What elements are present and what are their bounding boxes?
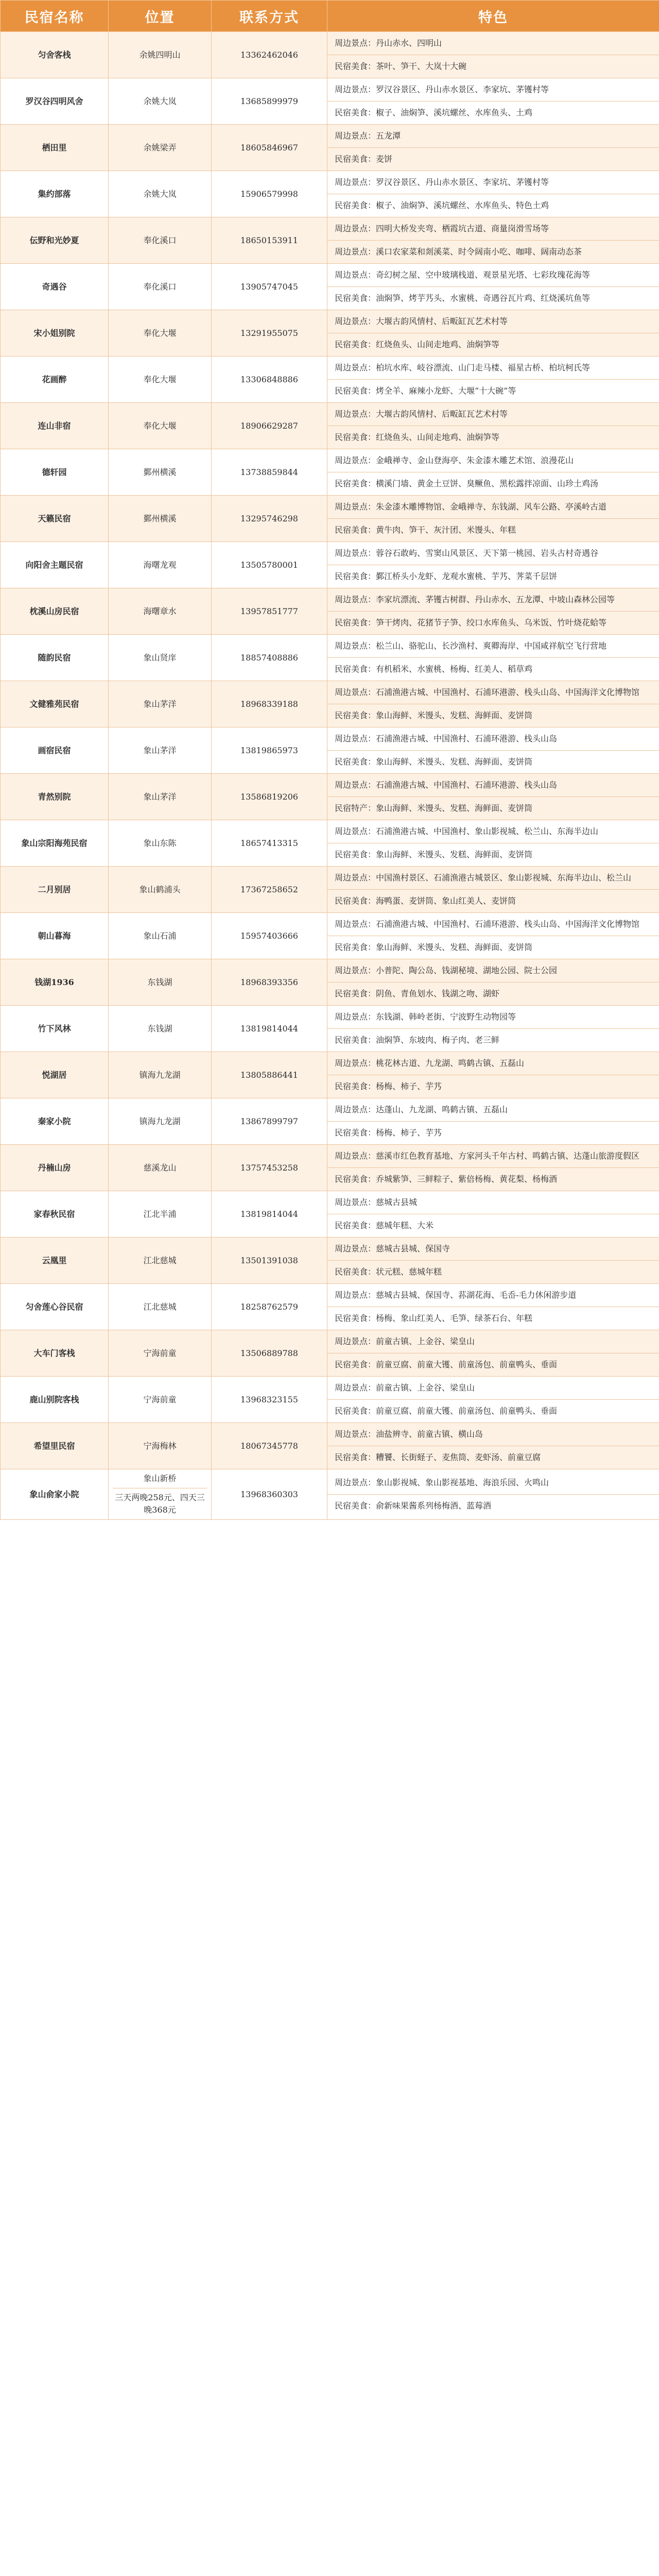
homestay-name: 向阳舍主题民宿 — [1, 542, 109, 588]
contact-phone: 13968323155 — [212, 1377, 327, 1423]
table-row — [1, 1052, 659, 1098]
feature-food: 民宿美食：有机稻米、水蜜桃、杨梅、红美人、稻草鸡 — [327, 657, 659, 681]
feature-food: 民宿美食：横溪门墙、黄金土豆饼、臭鳜鱼、黑松露拌凉面、山珍土鸡汤 — [327, 472, 659, 495]
homestay-name: 鹿山别院客栈 — [1, 1377, 109, 1423]
feature-food: 民宿美食：鄞江桥头小龙虾、龙观水蜜桃、芋艿、荠菜千层饼 — [327, 565, 659, 588]
table-row — [1, 1469, 659, 1520]
location-text: 象山茅洋 — [143, 699, 177, 709]
table-row — [1, 1006, 659, 1052]
location-text: 象山贤庠 — [143, 652, 177, 663]
homestay-features — [327, 171, 659, 217]
homestay-features — [327, 588, 659, 635]
contact-phone: 18857408886 — [212, 635, 327, 681]
contact-phone: 18657413315 — [212, 820, 327, 867]
contact-phone: 18650153911 — [212, 217, 327, 264]
table-row — [1, 171, 659, 217]
feature-food: 民宿美食：慈城年糕、大米 — [327, 1214, 659, 1237]
homestay-features — [327, 1284, 659, 1330]
homestay-name: 连山非宿 — [1, 403, 109, 449]
feature-food: 民宿美食：象山海鲜、米馒头、发糕、海鲜面、麦饼筒 — [327, 750, 659, 773]
feature-food: 民宿美食：杨梅、柿子、芋艿 — [327, 1075, 659, 1098]
table-row — [1, 820, 659, 867]
homestay-features — [327, 820, 659, 867]
table-row — [1, 1330, 659, 1377]
feature-attractions: 周边景点：罗汉谷景区、丹山赤水景区、李家坑、茅镬村等 — [335, 177, 549, 187]
homestay-location — [109, 357, 212, 403]
location-text: 余姚大岚 — [143, 96, 177, 106]
homestay-name: 栖田里 — [1, 125, 109, 171]
table-row — [1, 774, 659, 820]
feature-attractions: 周边景点：五龙潭 — [335, 131, 401, 141]
contact-phone: 13905747045 — [212, 264, 327, 310]
homestay-features — [327, 1377, 659, 1423]
table-row — [1, 1377, 659, 1423]
homestay-features — [327, 264, 659, 310]
feature-food: 民宿特产：象山海鲜、米馒头、发糕、海鲜面、麦饼筒 — [327, 796, 659, 820]
homestay-features — [327, 1423, 659, 1469]
homestay-location — [109, 727, 212, 774]
contact-phone: 13738859844 — [212, 449, 327, 496]
feature-food: 民宿美食：杨梅、柿子、芋艿 — [327, 1121, 659, 1144]
homestay-name: 画宿民宿 — [1, 727, 109, 774]
feature-food: 民宿美食：麦饼 — [327, 147, 659, 171]
homestay-location — [109, 867, 212, 913]
table-row — [1, 310, 659, 357]
homestay-name: 随韵民宿 — [1, 635, 109, 681]
homestay-features — [327, 1469, 659, 1520]
homestay-location — [109, 1098, 212, 1145]
table-row — [1, 588, 659, 635]
homestay-location — [109, 959, 212, 1006]
feature-food: 民宿美食：海鸭蛋、麦饼筒、象山红美人、麦饼筒 — [327, 889, 659, 912]
homestay-features — [327, 125, 659, 171]
contact-phone: 13362462046 — [212, 32, 327, 78]
homestay-name: 天籁民宿 — [1, 496, 109, 542]
location-text: 宁海前童 — [143, 1394, 177, 1404]
location-text: 奉化大堰 — [143, 328, 177, 338]
feature-attractions: 周边景点：油盐辨寺、前童古镇、横山岛 — [335, 1429, 483, 1439]
feature-food: 民宿美食：烤全羊、麻辣小龙虾、大堰“十大碗”等 — [327, 379, 659, 402]
feature-attractions: 周边景点：石浦渔港古城、中国渔村、石浦环港游、栈头山岛、中国海洋文化博物馆 — [335, 919, 640, 929]
homestay-features — [327, 217, 659, 264]
homestay-features — [327, 727, 659, 774]
homestay-location — [109, 1052, 212, 1098]
homestay-location — [109, 1145, 212, 1191]
table-row — [1, 1238, 659, 1284]
homestay-features — [327, 1098, 659, 1145]
homestay-location — [109, 171, 212, 217]
homestay-name: 丹楠山房 — [1, 1145, 109, 1191]
feature-attractions: 周边景点：松兰山、骆驼山、长沙渔村、爽卿海岸、中国咸祥航空飞行营地 — [335, 641, 607, 651]
homestay-features — [327, 913, 659, 959]
location-text: 象山石浦 — [143, 930, 177, 941]
table-row — [1, 78, 659, 125]
homestay-location — [109, 1238, 212, 1284]
homestay-features — [327, 78, 659, 125]
homestay-name: 云凰里 — [1, 1238, 109, 1284]
homestay-name: 朝山暮海 — [1, 913, 109, 959]
location-text: 奉化溪口 — [143, 235, 177, 245]
location-text: 余姚大岚 — [143, 189, 177, 199]
feature-food: 民宿美食：油焖笋、东坡肉、梅子肉、老三鲜 — [327, 1028, 659, 1052]
homestay-location — [109, 449, 212, 496]
homestay-features — [327, 774, 659, 820]
feature-food: 民宿美食：杨梅、象山红美人、毛笋、绿茶石台、年糕 — [327, 1307, 659, 1330]
feature-attractions: 周边景点：朱金漆木雕博物馆、金峨禅寺、东钱湖、风车公路、亭溪岭古道 — [335, 502, 607, 512]
contact-phone: 13501391038 — [212, 1238, 327, 1284]
homestay-name: 大车门客栈 — [1, 1330, 109, 1377]
contact-phone: 18968339188 — [212, 681, 327, 727]
feature-food: 民宿美食：茶叶、笋干、大岚十大碗 — [327, 55, 659, 78]
feature-attractions: 周边景点：慈城古县城、保国寺 — [335, 1244, 450, 1253]
contact-phone: 13506889788 — [212, 1330, 327, 1377]
feature-attractions: 周边景点：柏坑水库、岐谷漂流、山门走马楼、福星古桥、柏坑柯氏等 — [335, 363, 591, 372]
location-text: 余姚四明山 — [139, 49, 181, 60]
table-row — [1, 959, 659, 1006]
feature-attractions: 周边景点：奇幻树之屋、空中玻璃栈道、观景星光塔、七彩玫瑰花海等 — [335, 270, 591, 280]
table-row — [1, 125, 659, 171]
feature-attractions: 周边景点：丹山赤水、四明山 — [335, 38, 442, 48]
price-note: 三天两晚258元、四天三晚368元 — [113, 1488, 207, 1516]
contact-phone: 18906629287 — [212, 403, 327, 449]
feature-food: 民宿美食：油焖笋、烤芋艿头、水蜜桃、奇遇谷瓦片鸡、红烧溪坑鱼等 — [327, 286, 659, 310]
feature-attractions: 周边景点：象山影视城、象山影视基地、海浪乐园、火鸣山 — [335, 1478, 549, 1487]
contact-phone: 13505780001 — [212, 542, 327, 588]
contact-phone: 18605846967 — [212, 125, 327, 171]
feature-attractions: 周边景点：金峨禅寺、金山登海亭、朱金漆木雕艺术馆、浪漫花山 — [335, 455, 574, 465]
homestay-features — [327, 1006, 659, 1052]
feature-food: 民宿美食：象山海鲜、米馒头、发糕、海鲜面、麦饼筒 — [327, 936, 659, 959]
homestay-name: 希望里民宿 — [1, 1423, 109, 1469]
feature-food: 民宿美食：红烧鱼头、山间走地鸡、油焖笋等 — [327, 426, 659, 449]
table-row — [1, 449, 659, 496]
feature-food: 民宿美食：笋干烤肉、花猪节子笋、绞口水库鱼头、乌米饭、竹叶烧花蛤等 — [327, 611, 659, 634]
homestay-features — [327, 32, 659, 78]
homestay-features — [327, 1052, 659, 1098]
table-row — [1, 357, 659, 403]
location-text: 奉化大堰 — [143, 420, 177, 431]
contact-phone: 15957403666 — [212, 913, 327, 959]
contact-phone: 18258762579 — [212, 1284, 327, 1330]
homestay-name: 枕溪山房民宿 — [1, 588, 109, 635]
feature-attractions: 周边景点：慈城古县城、保国寺、荪湖花海、毛岙-毛力休闲游步道 — [335, 1290, 577, 1300]
homestay-features — [327, 1238, 659, 1284]
contact-phone: 13757453258 — [212, 1145, 327, 1191]
feature-attractions: 周边景点：四明大桥发夹弯、栖霞坑古道、商量岗滑雪场等 — [335, 224, 549, 233]
location-text: 象山茅洋 — [143, 745, 177, 755]
homestay-name: 匀舍莲心谷民宿 — [1, 1284, 109, 1330]
homestay-features — [327, 867, 659, 913]
feature-attractions: 周边景点：石浦渔港古城、中国渔村、石浦环港游、栈头山岛 — [335, 780, 558, 790]
location-text: 宁海前童 — [143, 1348, 177, 1358]
feature-food: 周边景点：溪口农家菜和剡溪菜、时令阔南小吃、咖啡、阔南动态茶 — [327, 240, 659, 263]
homestay-location — [109, 1006, 212, 1052]
feature-food: 民宿美食：阴鱼、青鱼划水、钱湖之吻、湖虾 — [327, 982, 659, 1005]
location-text: 东钱湖 — [147, 1023, 172, 1033]
homestay-location — [109, 1191, 212, 1238]
homestay-name: 罗汉谷四明风舍 — [1, 78, 109, 125]
location-text: 慈溪龙山 — [143, 1162, 177, 1173]
feature-attractions: 周边景点：东钱湖、韩岭老街、宁波野生动物园等 — [335, 1012, 516, 1022]
homestay-features — [327, 1191, 659, 1238]
location-text: 象山茅洋 — [143, 791, 177, 802]
homestay-location — [109, 774, 212, 820]
location-text: 余姚梁弄 — [143, 142, 177, 152]
homestay-location — [109, 1284, 212, 1330]
homestay-features — [327, 1145, 659, 1191]
table-row — [1, 542, 659, 588]
feature-attractions: 周边景点：慈溪市红色教育基地、方家河头千年古村、鸣鹤古镇、达蓬山旅游度假区 — [335, 1151, 640, 1161]
location-text: 镇海九龙湖 — [139, 1070, 181, 1080]
homestay-location — [109, 496, 212, 542]
contact-phone: 13957851777 — [212, 588, 327, 635]
table-row — [1, 1145, 659, 1191]
table-row — [1, 913, 659, 959]
homestay-name: 奇遇谷 — [1, 264, 109, 310]
homestay-name: 花画醉 — [1, 357, 109, 403]
feature-attractions: 周边景点：石浦渔港古城、中国渔村、石浦环港游、栈头山岛 — [335, 734, 558, 743]
homestay-location — [109, 542, 212, 588]
homestay-location — [109, 820, 212, 867]
feature-food: 民宿美食：黄牛肉、笋干、灰汁团、米馒头、年糕 — [327, 518, 659, 541]
feature-attractions: 周边景点：罗汉谷景区、丹山赤水景区、李家坑、茅镬村等 — [335, 84, 549, 94]
feature-attractions: 周边景点：石浦渔港古城、中国渔村、石浦环港游、栈头山岛、中国海洋文化博物馆 — [335, 687, 640, 697]
table-row — [1, 727, 659, 774]
table-row — [1, 496, 659, 542]
homestay-name: 象山俞家小院 — [1, 1469, 109, 1520]
homestay-location — [109, 588, 212, 635]
homestay-features — [327, 542, 659, 588]
homestay-name: 宋小姐别院 — [1, 310, 109, 357]
table-row — [1, 1098, 659, 1145]
homestay-features — [327, 496, 659, 542]
contact-phone: 13805886441 — [212, 1052, 327, 1098]
homestay-name: 竹下风林 — [1, 1006, 109, 1052]
location-text: 奉化溪口 — [143, 281, 177, 292]
homestay-name: 文健雅苑民宿 — [1, 681, 109, 727]
contact-phone: 13819814044 — [212, 1006, 327, 1052]
feature-attractions: 周边景点：大堰古韵风情村、后畈缸瓦艺术村等 — [335, 409, 508, 419]
contact-phone: 15906579998 — [212, 171, 327, 217]
location-text: 宁海梅林 — [143, 1440, 177, 1451]
contact-phone: 13295746298 — [212, 496, 327, 542]
homestay-name: 秦家小院 — [1, 1098, 109, 1145]
homestay-name: 青然别院 — [1, 774, 109, 820]
feature-attractions: 周边景点：大堰古韵风情村、后畈缸瓦艺术村等 — [335, 316, 508, 326]
homestay-features — [327, 635, 659, 681]
header-phone: 联系方式 — [212, 1, 327, 32]
table-row — [1, 217, 659, 264]
contact-phone: 13819865973 — [212, 727, 327, 774]
table-header-row — [1, 1, 659, 32]
contact-phone: 13968360303 — [212, 1469, 327, 1520]
header-features: 特色 — [327, 1, 659, 32]
homestay-location — [109, 1469, 212, 1520]
location-text: 鄞州横溪 — [143, 513, 177, 523]
homestay-location — [109, 217, 212, 264]
location-text: 海曙章水 — [143, 606, 177, 616]
feature-attractions: 周边景点：中国渔村景区、石浦渔港古城景区、象山影视城、东海半边山、松兰山 — [335, 873, 632, 883]
homestay-location — [109, 403, 212, 449]
feature-attractions: 周边景点：前童古镇、上金谷、梁皇山 — [335, 1383, 475, 1393]
contact-phone: 13685899979 — [212, 78, 327, 125]
location-text: 象山鹤浦头 — [139, 884, 181, 894]
homestay-location — [109, 681, 212, 727]
contact-phone: 18968393356 — [212, 959, 327, 1006]
feature-attractions: 周边景点：达蓬山、九龙湖、鸣鹤古镇、五磊山 — [335, 1105, 508, 1114]
homestay-features — [327, 357, 659, 403]
table-row — [1, 32, 659, 78]
homestay-name: 象山宗阳海苑民宿 — [1, 820, 109, 867]
feature-food: 民宿美食：俞新味果酱系列杨梅酒、蓝莓酒 — [327, 1494, 659, 1517]
location-text: 海曙龙观 — [143, 560, 177, 570]
header-name: 民宿名称 — [1, 1, 109, 32]
feature-attractions: 周边景点：石浦渔港古城、中国渔村、象山影视城、松兰山、东海半边山 — [335, 826, 599, 836]
table-row — [1, 1423, 659, 1469]
contact-phone: 13819814044 — [212, 1191, 327, 1238]
contact-phone: 13586819206 — [212, 774, 327, 820]
feature-attractions: 周边景点：桃花林古道、九龙湖、鸣鹤古镇、五磊山 — [335, 1058, 525, 1068]
homestay-location — [109, 1330, 212, 1377]
location-text: 江北慈城 — [143, 1301, 177, 1312]
feature-attractions: 周边景点：蓉谷石敢屿、雪窦山风景区、天下第一桃园、岩头古村奇遇谷 — [335, 548, 599, 558]
homestay-features — [327, 310, 659, 357]
contact-phone: 13306848886 — [212, 357, 327, 403]
homestay-location — [109, 1423, 212, 1469]
table-body — [1, 32, 659, 1520]
table-row — [1, 403, 659, 449]
homestay-location — [109, 310, 212, 357]
homestay-name: 伝野和光妙夏 — [1, 217, 109, 264]
feature-food: 民宿美食：糟饕、长街蛏子、麦焦筒、麦虾汤、前童豆腐 — [327, 1446, 659, 1469]
feature-food: 民宿美食：前童豆腐、前童大镬、前童汤包、前童鸭头、垂面 — [327, 1399, 659, 1422]
location-text: 江北半浦 — [143, 1209, 177, 1219]
feature-food: 民宿美食：椒子、油焖笋、溪坑螺丝、水库鱼头、特色土鸡 — [327, 194, 659, 217]
homestay-location — [109, 913, 212, 959]
table-row — [1, 635, 659, 681]
feature-food: 民宿美食：象山海鲜、米馒头、发糕、海鲜面、麦饼筒 — [327, 843, 659, 866]
feature-attractions: 周边景点：李家坑漂流、茅镬古树群、丹山赤水、五龙潭、中坡山森林公园等 — [335, 595, 615, 604]
table-row — [1, 1191, 659, 1238]
feature-food: 民宿美食：状元糕、慈城年糕 — [327, 1260, 659, 1283]
homestay-features — [327, 959, 659, 1006]
table-row — [1, 681, 659, 727]
homestay-location — [109, 264, 212, 310]
homestay-features — [327, 681, 659, 727]
header-location: 位置 — [109, 1, 212, 32]
homestay-name: 集约部落 — [1, 171, 109, 217]
feature-food: 民宿美食：象山海鲜、米馒头、发糕、海鲜面、麦饼筒 — [327, 704, 659, 727]
contact-phone: 13291955075 — [212, 310, 327, 357]
homestay-name: 德轩园 — [1, 449, 109, 496]
homestay-location — [109, 78, 212, 125]
location-text: 江北慈城 — [143, 1255, 177, 1265]
feature-food: 民宿美食：红烧鱼头、山间走地鸡、油焖笋等 — [327, 333, 659, 356]
homestay-location — [109, 635, 212, 681]
homestay-location — [109, 125, 212, 171]
location-text: 奉化大堰 — [143, 374, 177, 384]
homestay-features — [327, 449, 659, 496]
location-text: 象山新桥 — [143, 1473, 177, 1483]
location-text: 东钱湖 — [147, 977, 172, 987]
homestay-name: 二月别居 — [1, 867, 109, 913]
feature-food: 民宿美食：椒子、油焖笋、溪坑螺丝、水库鱼头、土鸡 — [327, 101, 659, 124]
homestay-name: 家春秋民宿 — [1, 1191, 109, 1238]
feature-food: 民宿美食：前童豆腐、前童大镬、前童汤包、前童鸭头、垂面 — [327, 1353, 659, 1376]
location-text: 象山东陈 — [143, 838, 177, 848]
feature-attractions: 周边景点：小普陀、陶公岛、钱湖秘境、湖地公园、院士公园 — [335, 965, 558, 975]
table-row — [1, 867, 659, 913]
contact-phone: 13867899797 — [212, 1098, 327, 1145]
location-text: 镇海九龙湖 — [139, 1116, 181, 1126]
homestay-name: 匀舍客栈 — [1, 32, 109, 78]
feature-attractions: 周边景点：慈城古县城 — [335, 1197, 418, 1207]
table-row — [1, 264, 659, 310]
feature-attractions: 周边景点：前童古镇、上金谷、梁皇山 — [335, 1336, 475, 1346]
table-row — [1, 1284, 659, 1330]
homestay-features — [327, 1330, 659, 1377]
homestay-features — [327, 403, 659, 449]
homestay-location — [109, 1377, 212, 1423]
homestay-name: 悦湖居 — [1, 1052, 109, 1098]
contact-phone: 18067345778 — [212, 1423, 327, 1469]
homestay-location — [109, 32, 212, 78]
location-text: 鄞州横溪 — [143, 467, 177, 477]
contact-phone: 17367258652 — [212, 867, 327, 913]
homestay-name: 钱湖1936 — [1, 959, 109, 1006]
feature-food: 民宿美食：乔城紫笋、三鲜粽子、紫倍杨梅、黄花梨、杨梅酒 — [327, 1167, 659, 1191]
